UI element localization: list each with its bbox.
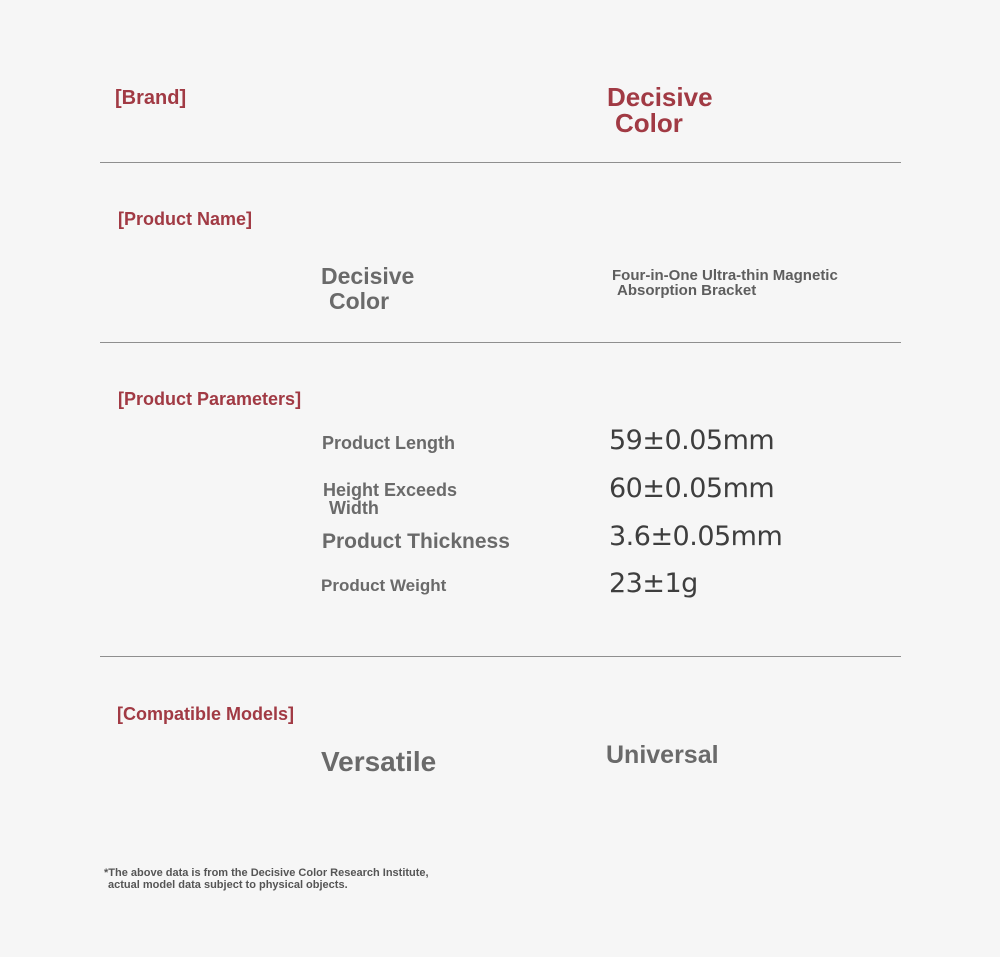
product-name-value-line1: Four-in-One Ultra-thin Magnetic — [612, 267, 838, 284]
divider-parameters — [100, 656, 901, 657]
parameters-label: [Product Parameters] — [118, 389, 302, 409]
param-value-height: 60±0.05mm — [609, 473, 775, 504]
param-label-height — [323, 481, 457, 517]
brand-label: [Brand] — [115, 87, 187, 109]
footnote — [104, 867, 429, 891]
product-name-value — [612, 268, 838, 298]
brand-value — [607, 84, 713, 136]
product-name-value-line2: Absorption Bracket — [617, 282, 757, 299]
param-value-weight: 23±1g — [609, 568, 698, 599]
compatible-left: Versatile — [321, 746, 437, 777]
brand-value-line1: Decisive — [607, 82, 713, 112]
param-value-length: 59±0.05mm — [609, 425, 775, 456]
compatible-label: [Compatible Models] — [117, 704, 295, 724]
product-name-brand-line1: Decisive — [321, 263, 415, 289]
param-label-length: Product Length — [322, 433, 455, 453]
param-label-thickness: Product Thickness — [322, 530, 510, 553]
product-name-label: [Product Name] — [118, 209, 253, 229]
param-value-thickness: 3.6±0.05mm — [609, 521, 783, 552]
divider-product-name — [100, 342, 901, 343]
param-label-height-line1: Height Exceeds — [323, 480, 458, 500]
divider-brand — [100, 162, 901, 163]
product-name-brand-line2: Color — [329, 288, 390, 314]
param-label-weight: Product Weight — [321, 576, 447, 595]
footnote-line2: actual model data subject to physical objects. — [108, 879, 348, 891]
brand-value-line2: Color — [615, 108, 683, 138]
product-name-brand — [321, 264, 414, 314]
param-label-height-line2: Width — [329, 498, 379, 518]
compatible-right: Universal — [606, 741, 719, 769]
footnote-line1: *The above data is from the Decisive Color Research Institute, — [104, 867, 429, 879]
